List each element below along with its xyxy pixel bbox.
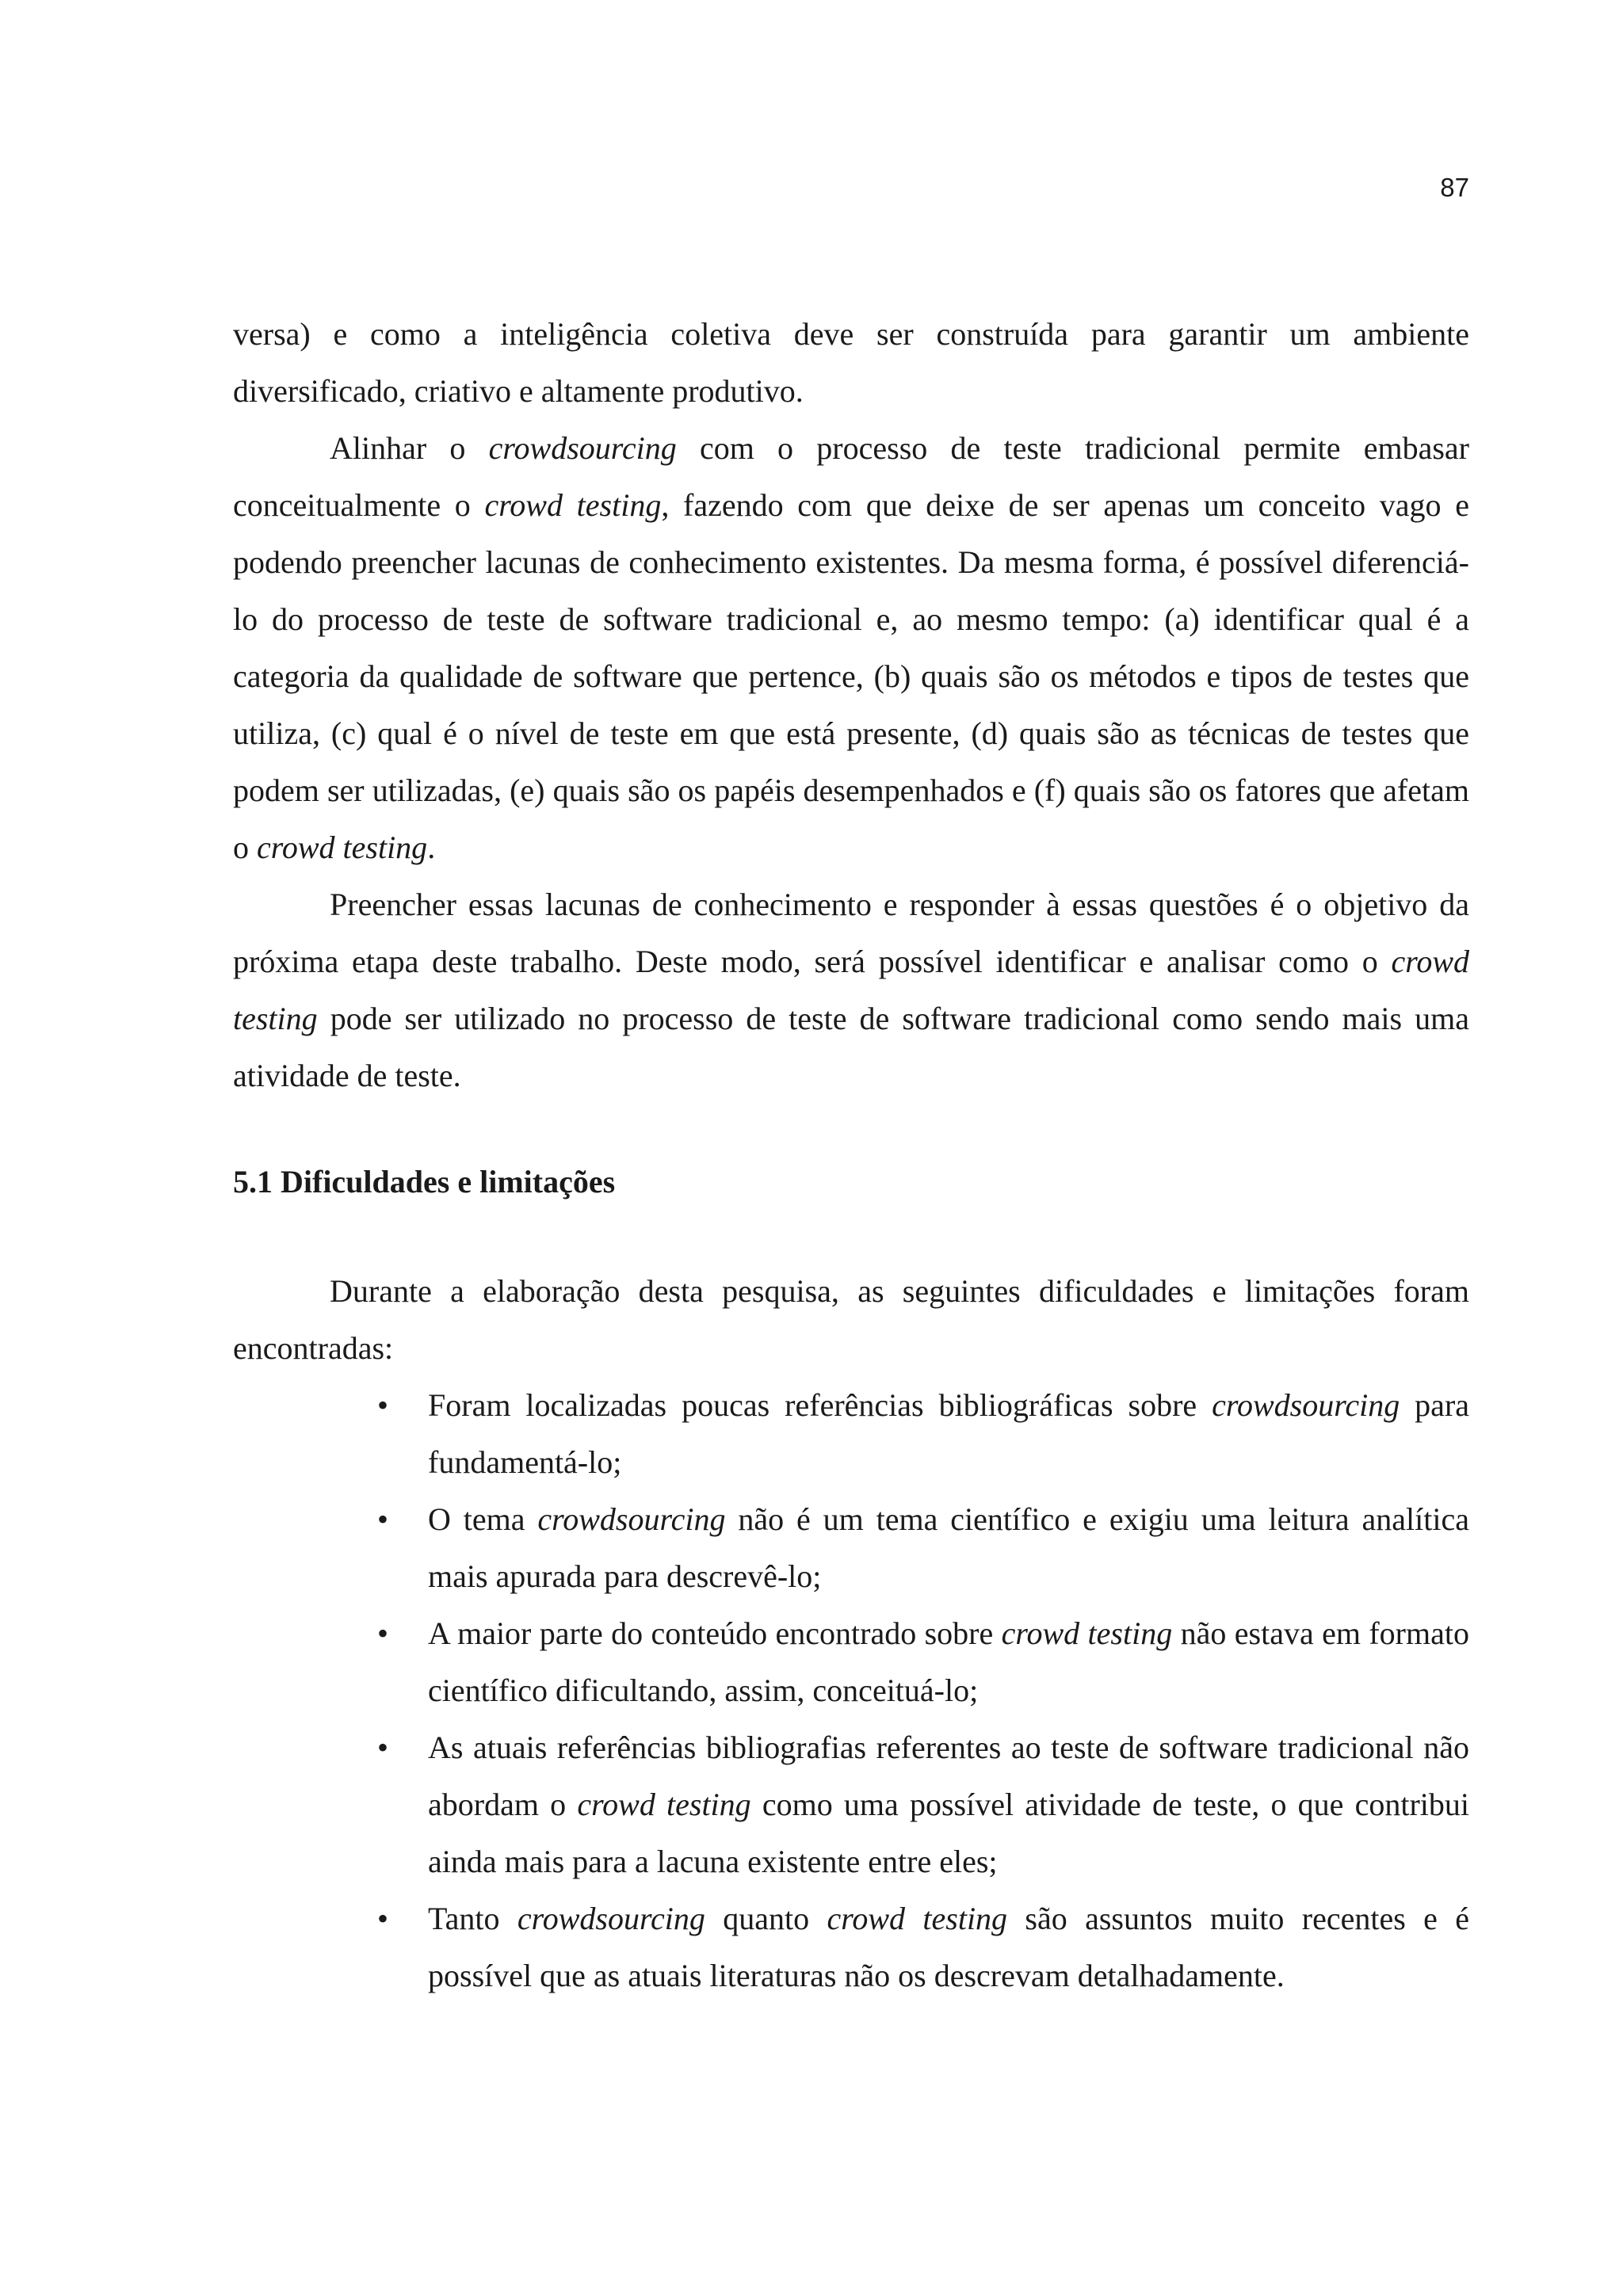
list-item (233, 1491, 1469, 1605)
italic-term: crowd testing (233, 944, 1469, 1036)
text-span: . (427, 830, 436, 865)
italic-term: crowd testing (1001, 1615, 1173, 1651)
italic-term: crowd testing (257, 830, 428, 865)
paragraph-4 (233, 1263, 1469, 1377)
text-span: para fundamentá-lo; (428, 1387, 1470, 1480)
text-span: Foram localizadas poucas referências bibliográficas sobre (428, 1387, 1212, 1423)
text-span: com o processo de teste tradicional permite embasar conceitualmente o (233, 430, 1469, 523)
italic-term: crowdsourcing (537, 1501, 726, 1537)
section-heading: 5.1 Dificuldades e limitações (233, 1164, 616, 1199)
text-span: são assuntos muito recentes e é possível que as atuais literaturas não os descrevam detalhadamente. (428, 1901, 1469, 1993)
paragraph-1 (233, 306, 1469, 420)
bullet-icon: • (377, 1730, 389, 1765)
text-span: A maior parte do conteúdo encontrado sobre (428, 1615, 1002, 1651)
text-span: , fazendo com que deixe de ser apenas um conceito vago e podendo preencher lacunas de conhecimento existentes. Da mesma forma, é possível diferenciá-lo do processo de teste de software tradicional e, ao mesmo tempo: (a) identificar qual é a categoria da qualidade de software que pertence, (b) quais são os métodos e tipos de testes que utiliza, (c) qual é o nível de teste em que está presente, (d) quais são as técnicas de testes que podem ser utilizadas, (e) quais são os papéis desempenhados e (f) quais são os fatores que afetam o (233, 487, 1469, 865)
italic-term: crowd testing (577, 1787, 751, 1822)
bullet-icon: • (377, 1387, 389, 1423)
italic-term: crowdsourcing (517, 1901, 705, 1936)
limitations-list (233, 1377, 1469, 2004)
text-span: não estava em formato científico dificultando, assim, conceituá-lo; (428, 1615, 1469, 1708)
document-body (233, 306, 1469, 2004)
list-item (233, 1890, 1469, 2004)
paragraph-3 (233, 876, 1469, 1104)
italic-term: crowd testing (484, 487, 662, 523)
list-item (233, 1605, 1469, 1719)
text-span: não é um tema científico e exigiu uma leitura analítica mais apurada para descrevê-lo; (428, 1501, 1469, 1594)
text-span: como uma possível atividade de teste, o que contribui ainda mais para a lacuna existente entre eles; (428, 1787, 1469, 1879)
text-span: Preencher essas lacunas de conhecimento e responder à essas questões é o objetivo da próxima etapa deste trabalho. Deste modo, será possível identificar e analisar como o (233, 887, 1469, 979)
bullet-icon: • (377, 1615, 389, 1651)
text-span: As atuais referências bibliografias referentes ao teste de software tradicional não abordam o (428, 1730, 1469, 1822)
text-span: quanto (705, 1901, 827, 1936)
paragraph-1-text: versa) e como a inteligência coletiva deve ser construída para garantir um ambiente diversificado, criativo e altamente produtivo. (233, 316, 1469, 409)
bullet-icon: • (377, 1501, 389, 1537)
italic-term: crowdsourcing (1212, 1387, 1400, 1423)
text-span: Alinhar o (330, 430, 489, 466)
italic-term: crowd testing (827, 1901, 1008, 1936)
text-span: O tema (428, 1501, 538, 1537)
page-number: 87 (1440, 173, 1469, 202)
italic-term: crowdsourcing (488, 430, 677, 466)
bullet-icon: • (377, 1901, 389, 1936)
text-span: Tanto (428, 1901, 517, 1936)
list-item (233, 1377, 1469, 1491)
paragraph-4-text: Durante a elaboração desta pesquisa, as seguintes dificuldades e limitações foram encontradas: (233, 1273, 1469, 1366)
text-span: pode ser utilizado no processo de teste de software tradicional como sendo mais uma atividade de teste. (233, 1001, 1469, 1093)
paragraph-2 (233, 420, 1469, 876)
list-item (233, 1719, 1469, 1890)
